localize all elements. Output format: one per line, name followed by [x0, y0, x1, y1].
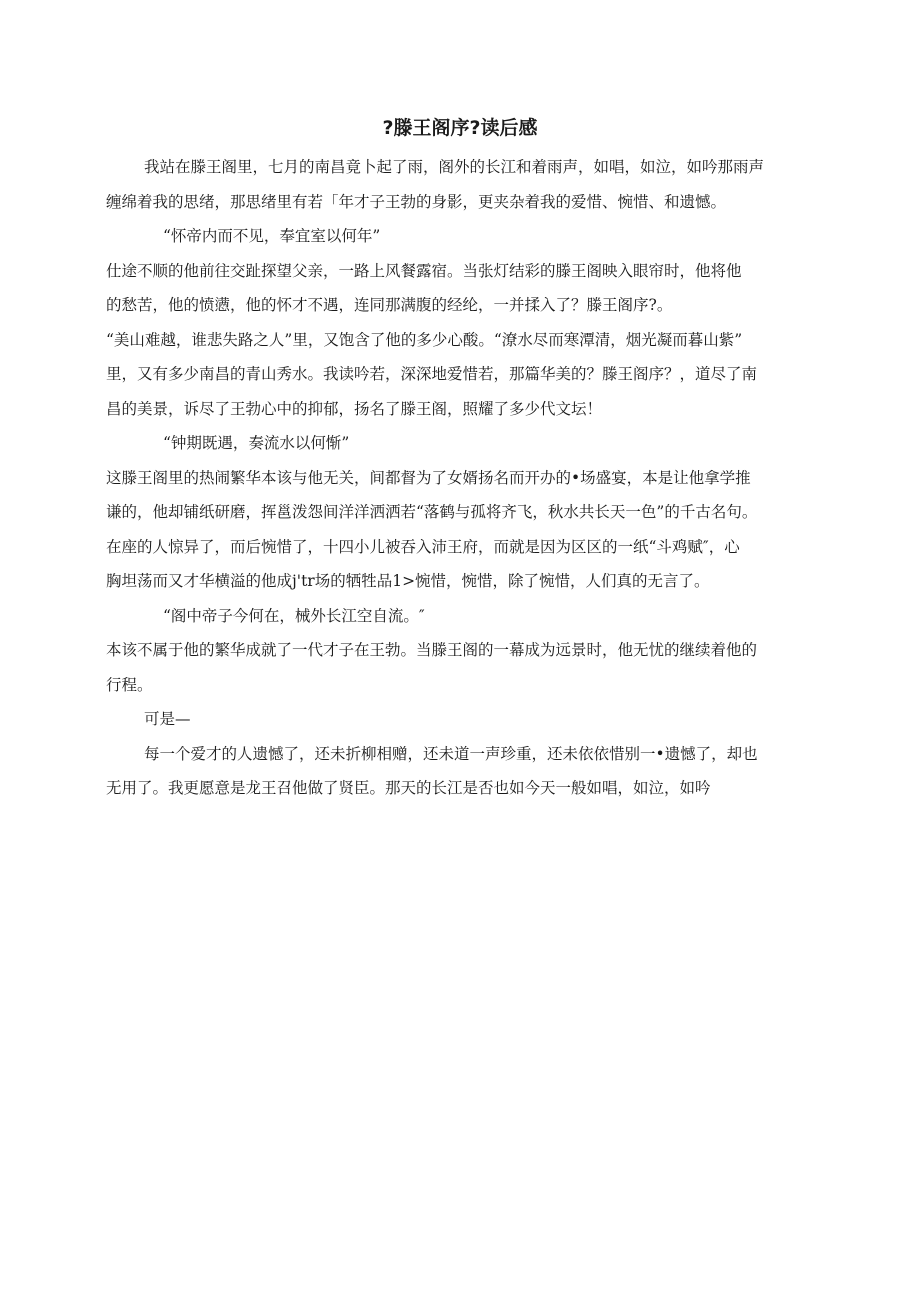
text-line: “钟期既遇，奏流水以何惭” — [163, 434, 350, 452]
text-line: 我站在滕王阁里，七月的南昌竟卜起了雨，阁外的长江和着雨声，如唱，如泣，如吟那雨声 — [144, 158, 765, 176]
text-line: 昌的美景，诉尽了王勃心中的抑郁，扬名了滕王阁，照耀了多少代文坛！ — [106, 399, 603, 418]
text-line: “怀帝内而不见，奉宜室以何年” — [163, 227, 381, 245]
document-title: ?滕王阁序?读后感 — [382, 117, 538, 139]
text-line: 谦的，他却铺纸研磨，挥邕泼怨间洋洋洒洒若“落鹤与孤将齐飞，秋水共长天一色”的千古名句。 — [106, 503, 758, 521]
text-line: 本该不属于他的繁华成就了一代才子在王勃。当滕王阁的一幕成为远景时，他无忧的继续着他的 — [106, 641, 758, 659]
text-line: 在座的人惊异了，而后惋惜了，十四小儿被吞入沛王府，而就是因为区区的一纸“斗鸡赋″，心 — [106, 537, 740, 556]
text-line: “美山难越，谁悲失路之人”里，又饱含了他的多少心酸。“潦水尽而寒潭清，烟光凝而暮山紫” — [106, 330, 743, 349]
text-line: 每一个爱才的人遗憾了，还未折柳相赠，还未道一声珍重，还未依依惜别一•遗憾了，却也 — [144, 744, 758, 763]
document-body — [106, 150, 818, 806]
text-line: 无用了。我更愿意是龙王召他做了贤臣。那天的长江是否也如今天一般如唱，如泣，如吟 — [106, 779, 711, 797]
text-line: 的愁苦，他的愤懑，他的怀才不遇，连同那满腹的经纶，一并揉入了？滕王阁序?。 — [106, 296, 673, 314]
text-line: 可是— — [144, 710, 191, 728]
text-line: 胸坦荡而又才华横溢的他成j'tr场的牺牲品1>惋惜，惋惜，除了惋惜，人们真的无言了。 — [106, 572, 710, 590]
text-line: 里，又有多少南昌的青山秀水。我读吟若，深深地爱惜若，那篇华美的？滕王阁序？，道尽了南 — [106, 365, 758, 383]
text-line: 仕途不顺的他前往交趾探望父亲，一路上风餐露宿。当张灯结彩的滕王阁映入眼帘时，他将他 — [106, 261, 742, 280]
text-line: 这滕王阁里的热闹繁华本该与他无关，间都督为了女婿扬名而开办的•场盛宴，本是让他拿学推 — [106, 468, 751, 487]
text-line: “阁中帝子今何在，械外长江空自流。″ — [163, 606, 425, 625]
text-line: 行程。 — [106, 675, 153, 694]
text-line: 缠绵着我的思绪，那思绪里有若「年才子王勃的身影，更夹杂着我的爱惜、惋惜、和遗憾。 — [106, 192, 727, 211]
